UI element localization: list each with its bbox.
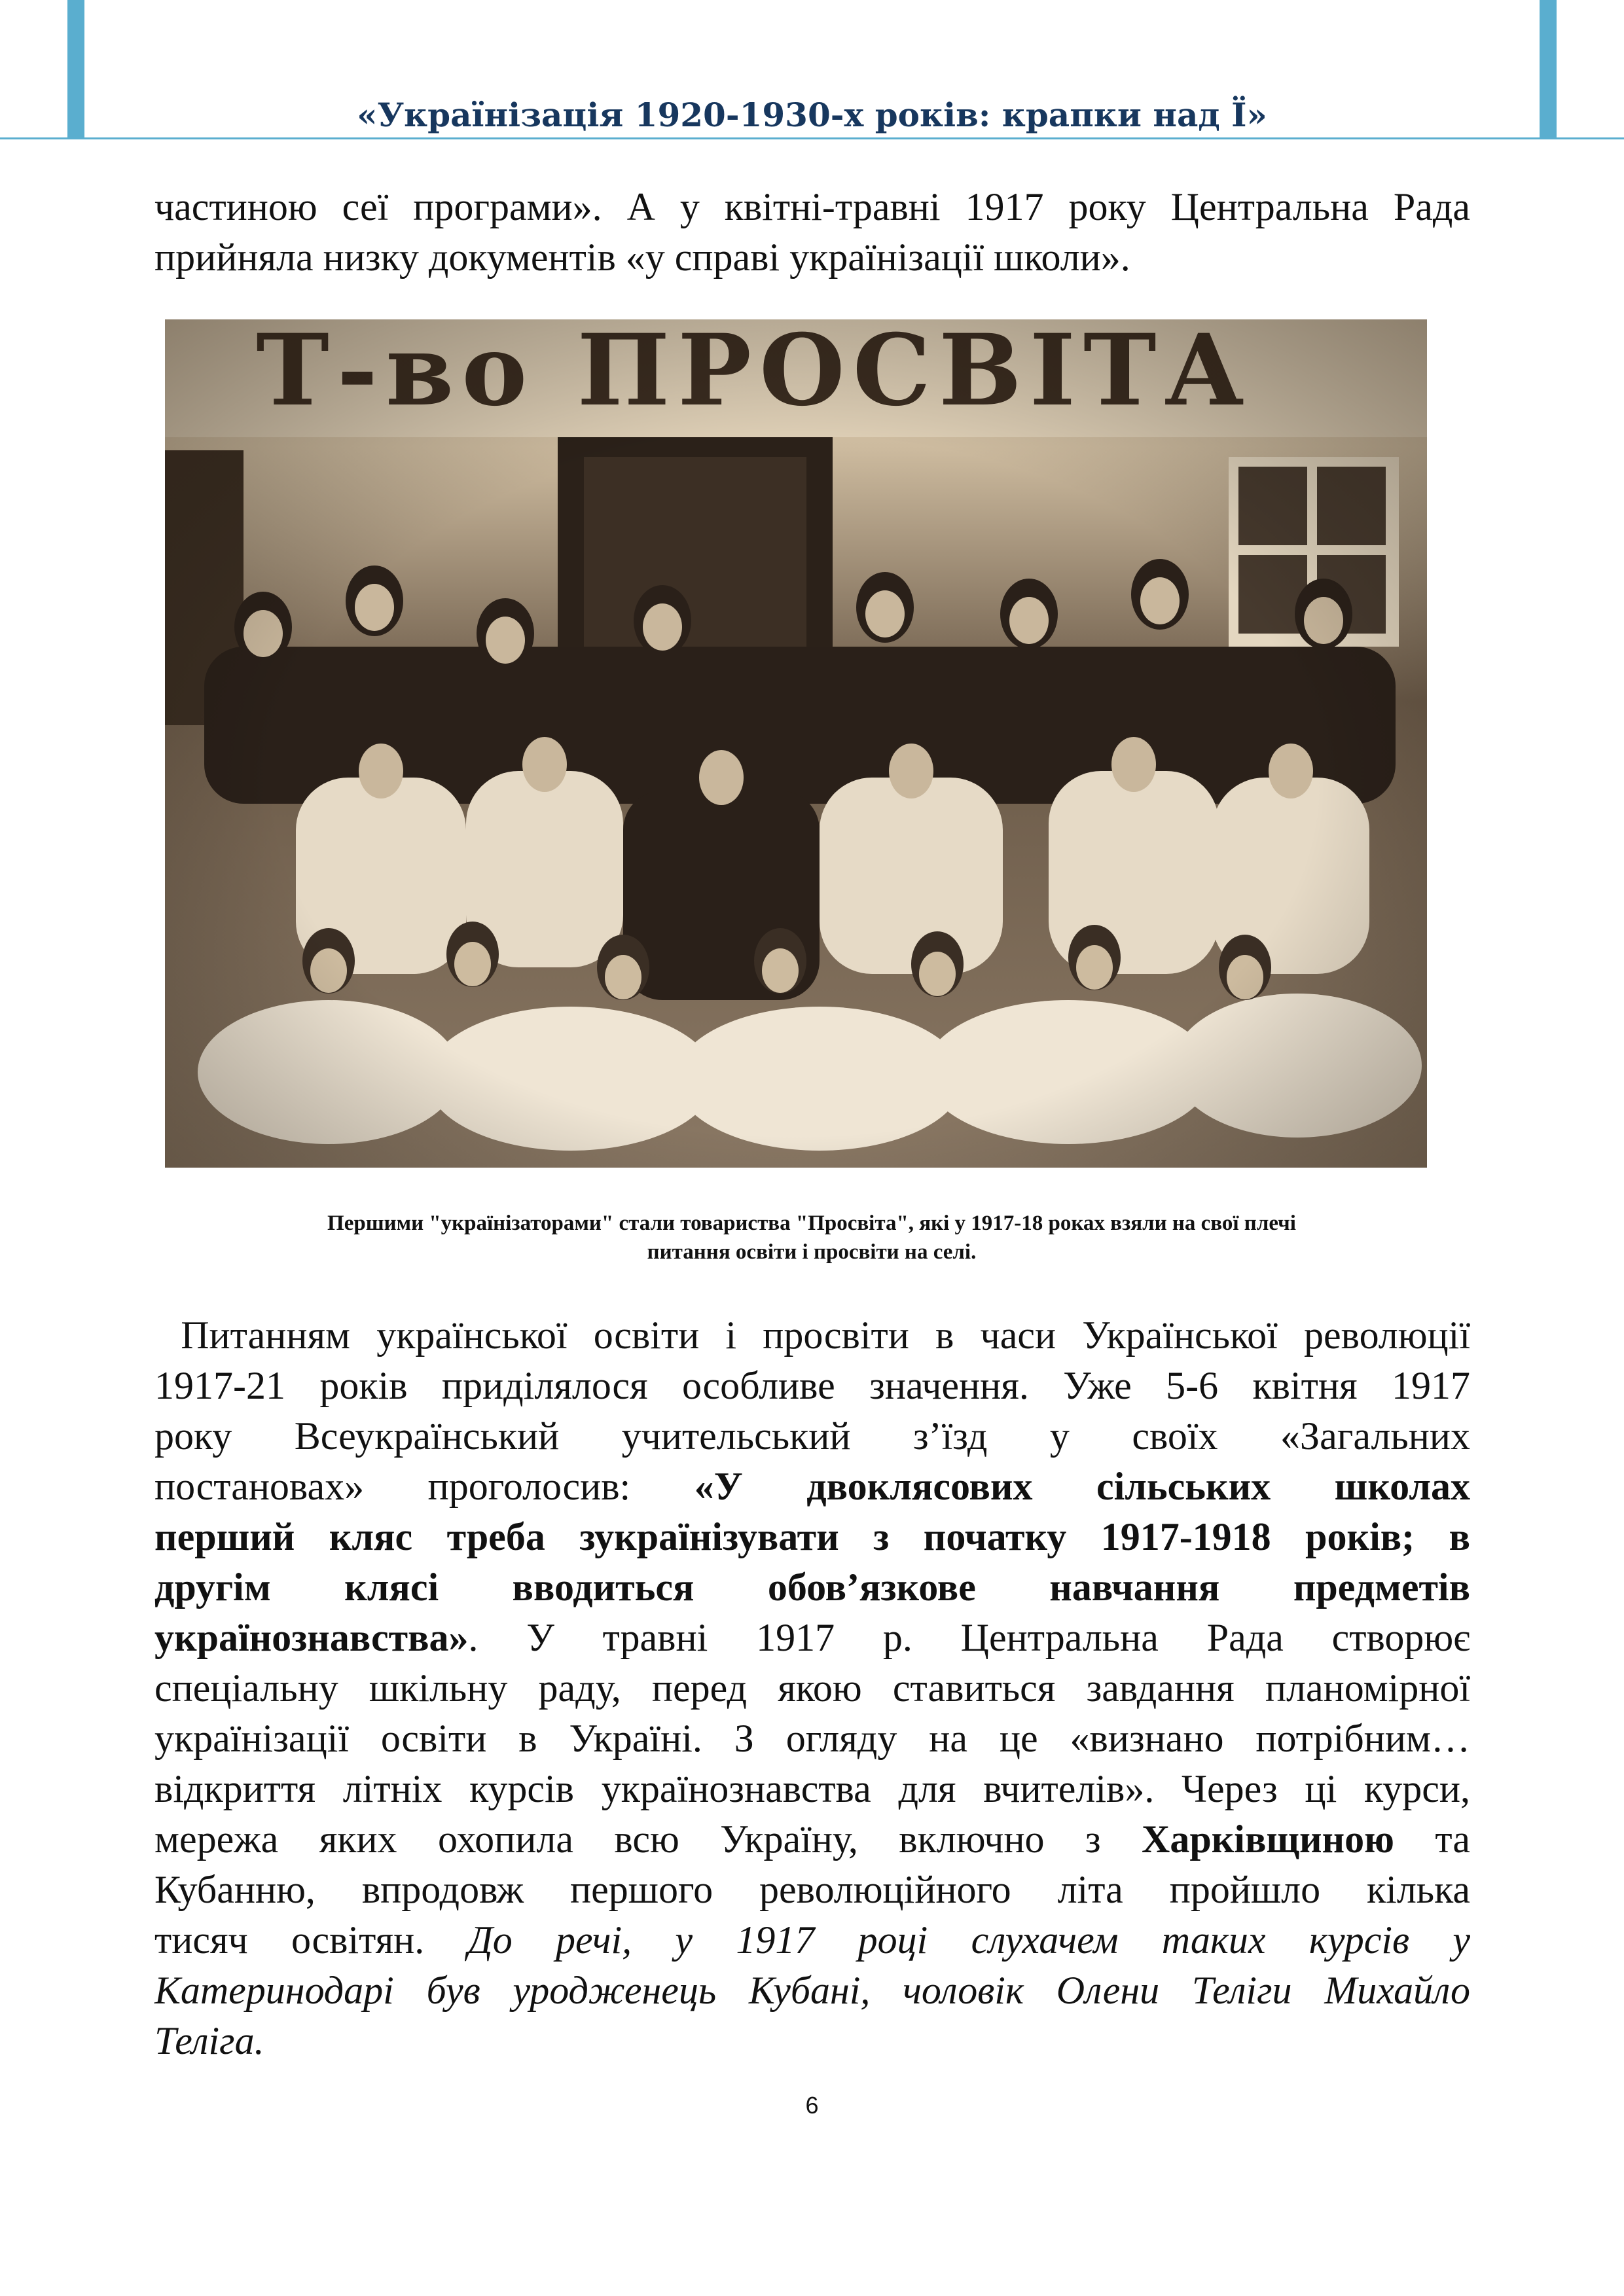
paragraph-main xyxy=(154,1310,1470,2066)
paragraph-line: відкриття літніх курсів українознавства для вчителів». Через ці курси, xyxy=(154,1767,1470,1810)
paragraph-line: спеціальну шкільну раду, перед якою ставиться завдання планомірної xyxy=(154,1666,1470,1710)
bold-quote: другім клясі вводиться обов’язкове навчання предметів xyxy=(154,1566,1470,1609)
text-run: мережа яких охопила всю Україну, включно з xyxy=(154,1818,1142,1861)
paragraph-intro xyxy=(154,182,1470,283)
paragraph-line xyxy=(154,1462,1470,1512)
paragraph-line: Питанням української освіти і просвіти в часи Української революції xyxy=(154,1314,1470,1357)
bold-quote: українознавства» xyxy=(154,1616,469,1659)
paragraph-line xyxy=(154,1562,1470,1613)
paragraph-line: Кубанню, впродовж першого революційного літа пройшло кілька xyxy=(154,1868,1470,1911)
header-rule xyxy=(0,137,1624,139)
paragraph-line: 1917-21 років приділялося особливе значення. Уже 5-6 квітня 1917 xyxy=(154,1364,1470,1407)
italic-note: Теліга. xyxy=(154,2019,264,2062)
text-run: . У травні 1917 р. Центральна Рада створює xyxy=(468,1616,1470,1659)
text-run: та xyxy=(1394,1818,1470,1861)
paragraph-line xyxy=(154,2016,1470,2066)
photo-caption xyxy=(170,1209,1453,1266)
paragraph-line: українізації освіти в Україні. З огляду на це «визнано потрібним… xyxy=(154,1717,1470,1760)
paragraph-line: прийняла низку документів «у справі українізації школи». xyxy=(154,236,1130,279)
bold-term: Харківщиною xyxy=(1142,1818,1395,1861)
bold-quote: перший кляс треба зукраїнізувати з початку 1917-1918 років; в xyxy=(154,1515,1470,1558)
caption-line: питання освіти і просвіти на селі. xyxy=(647,1240,977,1264)
paragraph-line xyxy=(154,1613,1470,1663)
running-header-title: «Українізація 1920-1930-х років: крапки над Ї» xyxy=(357,96,1267,134)
italic-note: Катеринодарі був уродженець Кубані, чоловік Олени Теліги Михайло xyxy=(154,1969,1470,2012)
paragraph-line: року Всеукраїнський учительський з’їзд у своїх «Загальних xyxy=(154,1414,1470,1458)
paragraph-line: частиною сеї програми». А у квітні-травні 1917 року Центральна Рада xyxy=(154,185,1470,228)
paragraph-line xyxy=(154,1814,1470,1865)
paragraph-line xyxy=(154,1965,1470,2016)
italic-note: До речі, у 1917 році слухачем таких курсів у xyxy=(467,1918,1470,1962)
prosvita-group-photo xyxy=(165,319,1427,1168)
text-run: тисяч освітян. xyxy=(154,1918,468,1962)
bold-quote: «У двоклясових сільських школах xyxy=(694,1465,1470,1508)
paragraph-line xyxy=(154,1512,1470,1562)
page-number: 6 xyxy=(805,2092,819,2119)
text-run: постановах» проголосив: xyxy=(154,1465,695,1508)
paragraph-line xyxy=(154,1915,1470,1965)
caption-line: Першими "українізаторами" стали товариства "Просвіта", які у 1917-18 роках взяли на свої плечі xyxy=(327,1211,1296,1235)
